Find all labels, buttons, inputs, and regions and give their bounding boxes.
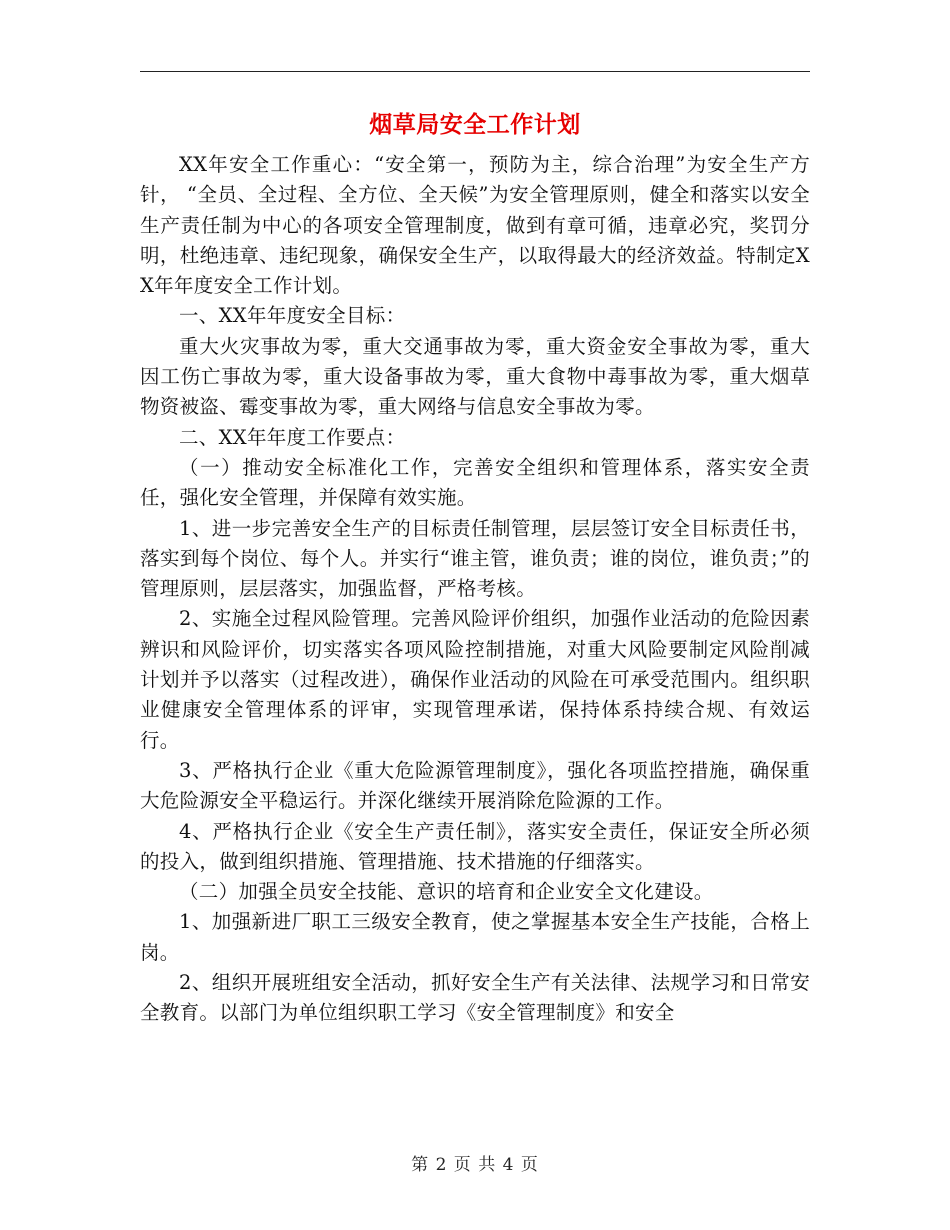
heading-annual-goals: 一、XX年年度安全目标： bbox=[179, 304, 406, 328]
document-body bbox=[140, 150, 810, 1029]
list-item-training-1: 1、加强新进厂职工三级安全教育，使之掌握基本安全生产技能，合格上岗。 bbox=[140, 910, 810, 964]
subheading-training: （二）加强全员安全技能、意识的培育和企业安全文化建设。 bbox=[179, 880, 714, 904]
subheading-standardization: （一）推动安全标准化工作，完善安全组织和管理体系，落实安全责任，强化安全管理，并保障有效实施。 bbox=[140, 455, 810, 510]
heading-work-points: 二、XX年年度工作要点： bbox=[179, 425, 406, 449]
list-item-4: 4、严格执行企业《安全生产责任制》，落实安全责任，保证安全所必须的投入，做到组织措施、管理措施、技术措施的仔细落实。 bbox=[140, 819, 810, 873]
document-title: 烟草局安全工作计划 bbox=[369, 111, 581, 138]
list-item-1: 1、进一步完善安全生产的目标责任制管理，层层签订安全目标责任书，落实到每个岗位、每个人。并实行“谁主管，谁负责；谁的岗位，谁负责；”的管理原则，层层落实，加强监督，严格考核。 bbox=[140, 516, 810, 601]
paragraph-goals: 重大火灾事故为零，重大交通事故为零，重大资金安全事故为零，重大因工伤亡事故为零，重大设备事故为零，重大食物中毒事故为零，重大烟草物资被盗、霉变事故为零，重大网络与信息安全事故为零。 bbox=[140, 334, 810, 419]
paragraph-intro: XX年安全工作重心：“安全第一，预防为主，综合治理”为安全生产方针， “全员、全过程、全方位、全天候”为安全管理原则，健全和落实以安全生产责任制为中心的各项安全管理制度，做到有章可循，违章必究，奖罚分明，杜绝违章、违纪现象，确保安全生产，以取得最大的经济效益。特制定XX年年度安全工作计划。 bbox=[140, 153, 810, 298]
header-rule bbox=[140, 71, 810, 72]
list-item-2: 2、实施全过程风险管理。完善风险评价组织，加强作业活动的危险因素辨识和风险评价，切实落实各项风险控制措施，对重大风险要制定风险削减计划并予以落实（过程改进），确保作业活动的风险在可承受范围内。组织职业健康安全管理体系的评审，实现管理承诺，保持体系持续合规、有效运行。 bbox=[140, 607, 810, 752]
page-number: 第 2 页 共 4 页 bbox=[411, 1155, 539, 1175]
list-item-training-2: 2、组织开展班组安全活动，抓好安全生产有关法律、法规学习和日常安全教育。以部门为单位组织职工学习《安全管理制度》和安全 bbox=[140, 971, 810, 1025]
list-item-3: 3、严格执行企业《重大危险源管理制度》，强化各项监控措施，确保重大危险源安全平稳运行。并深化继续开展消除危险源的工作。 bbox=[140, 758, 810, 813]
